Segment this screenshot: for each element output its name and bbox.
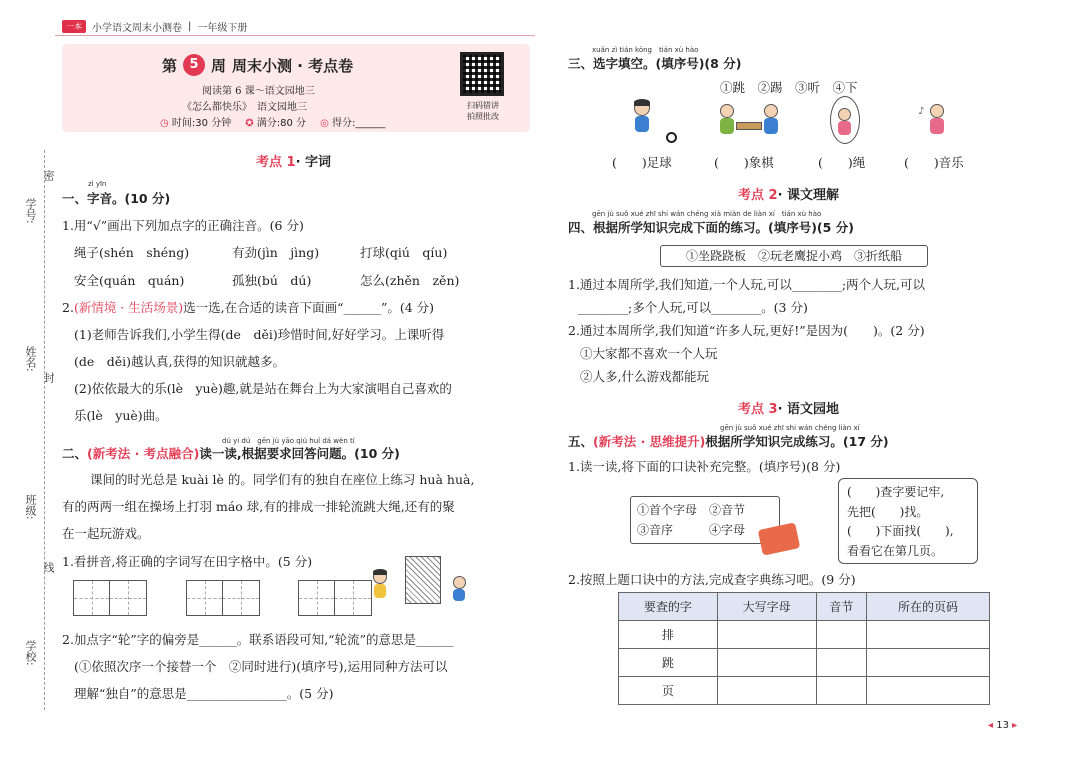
pinyin-ziyin: zì yīn [88, 180, 107, 188]
q2-sub2: 理解“独自”的意思是________________。(5 分) [74, 686, 334, 701]
chess-illustration [716, 100, 786, 146]
seal-mark-3: 线 [42, 562, 55, 573]
binding-margin [0, 150, 56, 710]
clock-icon: ◷ [160, 118, 169, 129]
table-cell-char: 跳 [619, 649, 718, 677]
school-label: 学校: [24, 640, 37, 666]
table-cell-blank[interactable] [717, 621, 816, 649]
series-title: 小学语文周末小测卷 [92, 22, 182, 34]
pinyin-q3: xuǎn zì tián kòng tián xù hào [592, 46, 699, 54]
new-method-tag: (新考法 · 考点融合) [87, 446, 200, 461]
rhyme-line: ( )查字要记牢, [847, 485, 945, 499]
q3-options: ①跳 ②踢 ③听 ④下 [720, 80, 858, 95]
q4-choice: ①大家都不喜欢一个人玩 [580, 346, 718, 361]
q1-part2-line: (de děi)越认真,获得的知识就越多。 [74, 354, 286, 369]
reading-passage: 有的两两一组在操场上打羽 máo 球,有的排成一排轮流跳大绳,还有的聚 [62, 499, 455, 514]
q1-part2-line: (1)老师告诉我们,小学生得(de děi)珍惜时间,好好学习。上课听得 [74, 327, 445, 342]
rhyme-line: 看看它在第几页。 [847, 543, 944, 558]
qr-code-icon[interactable] [460, 52, 504, 96]
table-cell-blank[interactable] [866, 677, 989, 705]
q3-blank[interactable]: ( )绳 [818, 155, 866, 170]
q2-sub2: (①依照次序一个接替一个 ②同时进行)(填序号),运用同种方法可以 [74, 659, 448, 674]
q4-line: 1.通过本周所学,我们知道,一个人玩,可以________;两个人玩,可以 [568, 277, 926, 292]
q3-blank[interactable]: ( )足球 [612, 155, 672, 170]
tian-grid-2[interactable] [186, 580, 260, 616]
q3-blank[interactable]: ( )音乐 [904, 155, 964, 170]
q1-item: 安全(quán quán) [74, 273, 185, 288]
rhyme-box [838, 478, 978, 564]
page-number: ◂ 13 ▸ [988, 720, 1018, 731]
q4-line: 2.通过本周所学,我们知道“许多人玩,更好!”是因为( )。(2 分) [568, 323, 925, 338]
page-title: 第 5 周 周末小测 · 考点卷 [162, 54, 353, 76]
football-illustration [624, 100, 684, 146]
q2-heading: 二、(新考法 · 考点融合)读一读,根据要求回答问题。(10 分) [62, 446, 400, 461]
music-illustration: ♪ [918, 104, 958, 146]
q5-heading: 五、(新考法 · 思维提升)根据所学知识完成练习。(17 分) [568, 434, 889, 449]
section-heading-2: 考点 2· 课文理解 [738, 188, 840, 203]
seal-mark: 密 [42, 170, 55, 181]
rhyme-line: 先把( )找。 [847, 504, 929, 519]
table-cell-blank[interactable] [717, 677, 816, 705]
q1-item: 怎么(zhěn zěn) [360, 273, 460, 288]
section-heading-3: 考点 3· 语文园地 [738, 402, 840, 417]
table-cell-blank[interactable] [816, 677, 866, 705]
series-logo: 一本 [62, 20, 86, 33]
q1-item: 绳子(shén shéng) [74, 245, 190, 260]
target-icon: ◎ [320, 118, 329, 129]
lessons-text: 《怎么都快乐》 语文园地三 [182, 102, 307, 113]
pinyin-q5: gēn jù suǒ xué zhī shi wán chéng liàn xí [720, 424, 860, 432]
name-label: 姓名: [24, 346, 37, 372]
scenario-tag: (新情境 · 生活场景) [73, 300, 184, 315]
table-header: 大写字母 [717, 593, 816, 621]
badminton-illustration [365, 556, 485, 606]
q5-sub1: 1.读一读,将下面的口诀补充完整。(填序号)(8 分) [568, 459, 841, 474]
scope-text: 阅读第 6 课～语文园地三 [202, 86, 315, 97]
q4-heading: 四、根据所学知识完成下面的练习。(填序号)(5 分) [568, 220, 854, 235]
q4-choice: ②人多,什么游戏都能玩 [580, 369, 709, 384]
series-bar: 一本 小学语文周末小测卷 | 一年级下册 [62, 17, 247, 35]
week-number-badge: 5 [183, 54, 205, 76]
q1-part2-line: (2)依依最大的乐(lè yuè)趣,就是站在舞台上为大家演唱自己喜欢的 [74, 381, 452, 396]
table-row [619, 649, 990, 677]
table-header: 音节 [816, 593, 866, 621]
jump-rope-illustration [826, 96, 866, 146]
q2-sub1: 1.看拼音,将正确的字词写在田字格中。(5 分) [62, 554, 313, 569]
pinyin-q2: dú yi dú gēn jù yāo qiú huí dá wèn tí [222, 437, 355, 445]
q5-sub2: 2.按照上题口诀中的方法,完成查字典练习吧。(9 分) [568, 572, 856, 587]
table-header: 要查的字 [619, 593, 718, 621]
class-label: 班级: [24, 494, 37, 520]
table-cell-blank[interactable] [717, 649, 816, 677]
student-no-label: 学号: [24, 198, 37, 224]
table-cell-char: 排 [619, 621, 718, 649]
grade-label: 一年级下册 [197, 22, 248, 34]
q5-options-box: ①首个字母 ②音节 ③音序 ④字母 [630, 496, 780, 544]
q1-item: 有劲(jìn jìng) [232, 245, 320, 260]
table-header: 所在的页码 [866, 593, 989, 621]
table-row [619, 677, 990, 705]
q1-item: 打球(qiú qíu) [360, 245, 448, 260]
q2-sub2: 2.加点字“轮”字的偏旁是______。联系语段可知,“轮流”的意思是______ [62, 632, 454, 647]
q1-part1: 1.用“√”画出下列加点字的正确注音。(6 分) [62, 218, 304, 233]
thinking-tag: (新考法 · 思维提升) [593, 434, 706, 449]
fold-line [44, 150, 45, 710]
reading-passage: 课间的时光总是 kuài lè 的。同学们有的独自在座位上练习 huà huà, [90, 472, 475, 487]
pinyin-q4: gēn jù suǒ xué zhī shi wán chéng xià miàn de liàn xí tián xù hào [592, 210, 822, 218]
q4-line: ________;多个人玩,可以________。(3 分) [578, 300, 808, 315]
q1-part2: 2.(新情境 · 生活场景)选一选,在合适的读音下面画“______”。(4 分) [62, 300, 435, 315]
dictionary-table [618, 592, 990, 705]
seal-mark-2: 封 [42, 372, 55, 383]
prev-arrow-icon: ◂ [988, 720, 994, 731]
q3-blank[interactable]: ( )象棋 [714, 155, 774, 170]
table-cell-blank[interactable] [816, 621, 866, 649]
q1-heading: 一、字音。(10 分) [62, 191, 171, 206]
exam-meta: ◷ 时间:30 分钟 ✪ 满分:80 分 ◎ 得分:______ [160, 118, 386, 129]
q4-options-box: ①坐跷跷板 ②玩老鹰捉小鸡 ③折纸船 [660, 245, 928, 267]
tian-grid-3[interactable] [298, 580, 372, 616]
table-cell-char: 页 [619, 677, 718, 705]
top-divider [55, 35, 535, 36]
medal-icon: ✪ [245, 118, 254, 129]
q1-part2-line: 乐(lè yuè)曲。 [74, 408, 168, 423]
header-banner [62, 44, 530, 132]
table-cell-blank[interactable] [816, 649, 866, 677]
section-heading-1: 考点 1· 字词 [256, 155, 332, 170]
tian-grid-1[interactable] [73, 580, 147, 616]
qr-caption: 扫码错讲 拍照批改 [467, 101, 499, 121]
q3-heading: 三、选字填空。(填序号)(8 分) [568, 56, 742, 71]
q1-item: 孤独(bú dú) [232, 273, 312, 288]
table-cell-blank[interactable] [866, 621, 989, 649]
table-row [619, 621, 990, 649]
table-cell-blank[interactable] [866, 649, 989, 677]
next-arrow-icon: ▸ [1012, 720, 1018, 731]
rhyme-line: ( )下面找( ), [847, 524, 954, 538]
reading-passage: 在一起玩游戏。 [62, 526, 150, 541]
